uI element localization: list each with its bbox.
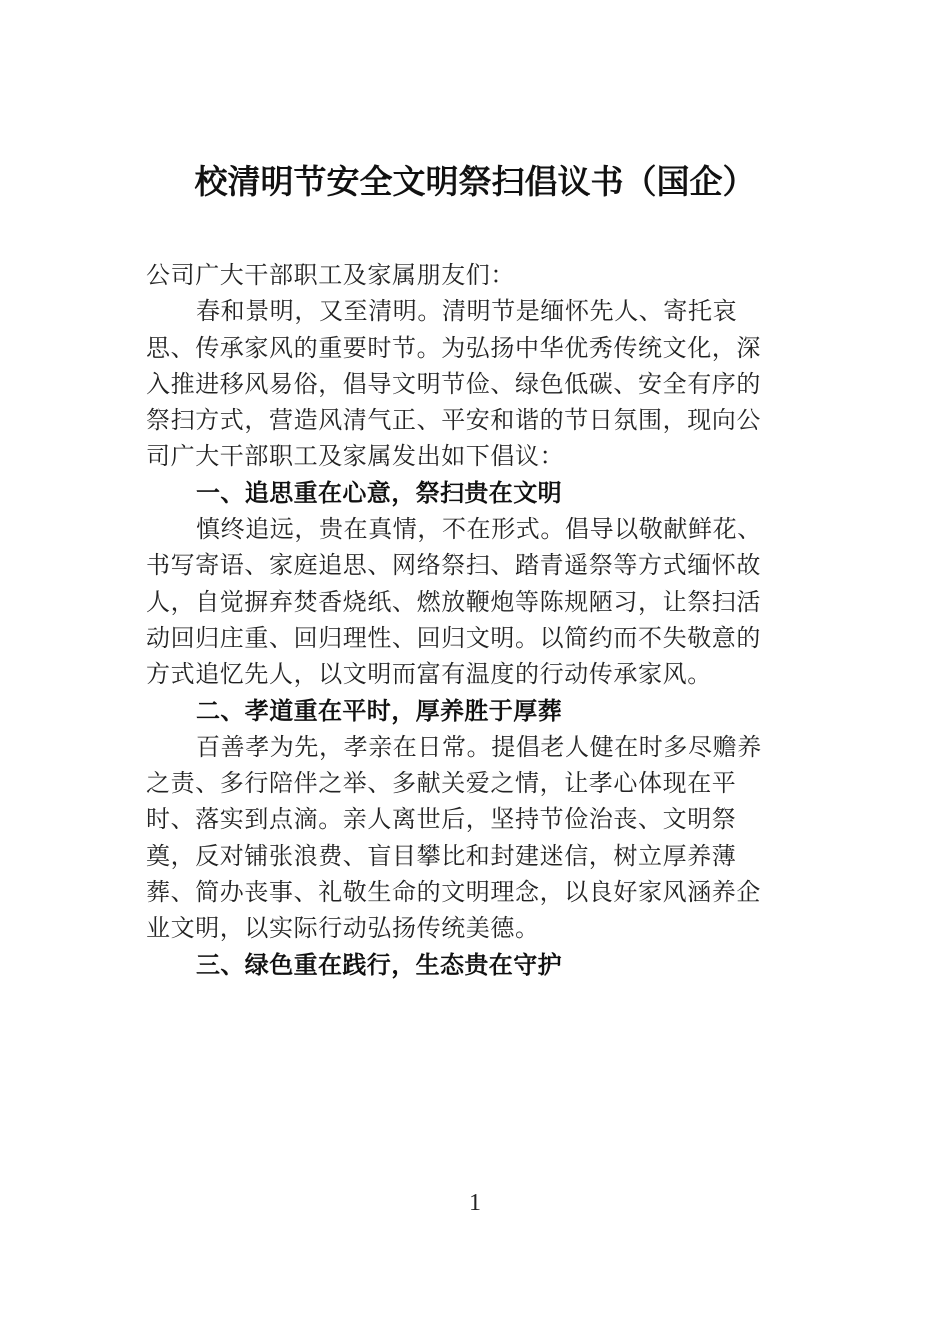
- document-body: [146, 257, 786, 983]
- paragraph-line: 司广大干部职工及家属发出如下倡议：: [146, 442, 565, 471]
- paragraph-line: 书写寄语、家庭追思、网络祭扫、踏青遥祭等方式缅怀故: [146, 551, 761, 580]
- paragraph-line: 奠，反对铺张浪费、盲目攀比和封建迷信，树立厚养薄: [146, 841, 737, 870]
- paragraph-line: 春和景明，又至清明。清明节是缅怀先人、寄托哀: [196, 297, 738, 326]
- section-heading-1: 一、追思重在心意，祭扫贵在文明: [196, 478, 562, 507]
- paragraph-line: 方式追忆先人，以文明而富有温度的行动传承家风。: [146, 660, 712, 689]
- paragraph-line: 入推进移风易俗，倡导文明节俭、绿色低碳、安全有序的: [146, 369, 761, 398]
- paragraph-line: 葬、简办丧事、礼敬生命的文明理念，以良好家风涵养企: [146, 878, 761, 907]
- paragraph-line: 慎终追远，贵在真情，不在形式。倡导以敬献鲜花、: [196, 515, 762, 544]
- paragraph-line: 祭扫方式，营造风清气正、平安和谐的节日氛围，现向公: [146, 406, 761, 435]
- paragraph-line: 时、落实到点滴。亲人离世后，坚持节俭治丧、文明祭: [146, 805, 737, 834]
- paragraph-line: 动回归庄重、回归理性、回归文明。以简约而不失敬意的: [146, 623, 761, 652]
- salutation: 公司广大干部职工及家属朋友们：: [146, 261, 515, 289]
- paragraph-line: 人，自觉摒弃焚香烧纸、燃放鞭炮等陈规陋习，让祭扫活: [146, 587, 761, 616]
- page-number: 1: [469, 1190, 481, 1216]
- paragraph-line: 思、传承家风的重要时节。为弘扬中华优秀传统文化，深: [146, 333, 761, 362]
- document-title: 校清明节安全文明祭扫倡议书（国企）: [194, 162, 756, 201]
- paragraph-line: 百善孝为先，孝亲在日常。提倡老人健在时多尽赡养: [196, 732, 762, 761]
- paragraph-line: 之责、多行陪伴之举、多献关爱之情，让孝心体现在平: [146, 769, 737, 798]
- section-heading-2: 二、孝道重在平时，厚养胜于厚葬: [196, 696, 562, 725]
- paragraph-line: 业文明，以实际行动弘扬传统美德。: [146, 914, 540, 943]
- section-heading-3: 三、绿色重在践行，生态贵在守护: [196, 950, 562, 979]
